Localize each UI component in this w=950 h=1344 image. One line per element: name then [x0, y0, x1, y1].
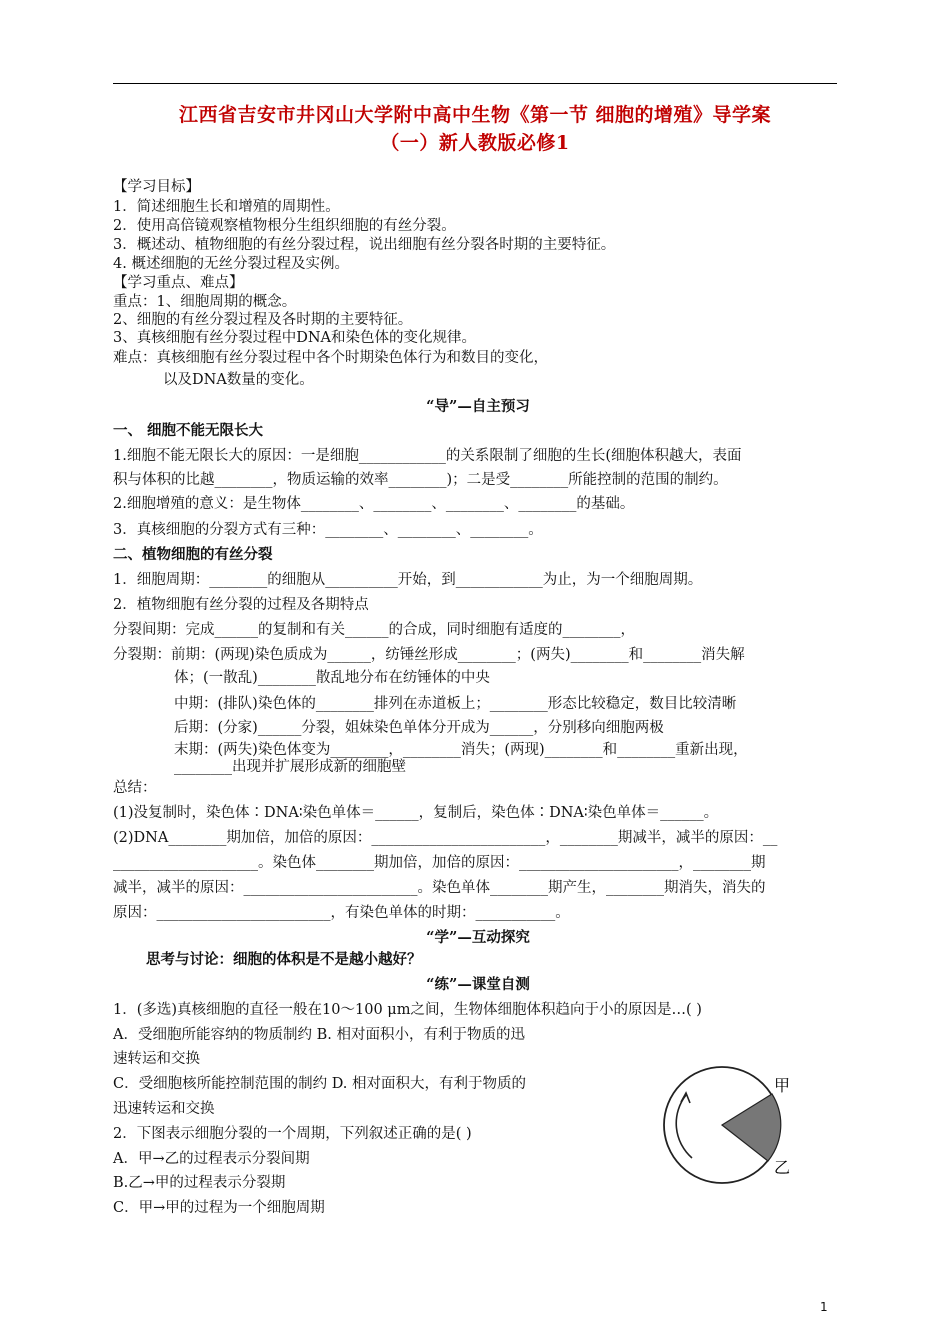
doc-title-line1: 江西省吉安市井冈山大学附中高中生物《第一节 细胞的增殖》导学案	[178, 104, 772, 126]
text-line: 积与体积的比越________，物质运输的效率________)；二是受________所能控制的范围的制约。	[113, 472, 728, 488]
text-line: 4. 概述细胞的无丝分裂过程及实例。	[113, 256, 349, 272]
text-line: 减半，减半的原因：________________________。染色单体________期产生，________期消失，消失的	[113, 880, 766, 896]
doc-title-line2: （一）新人教版必修1	[380, 132, 570, 154]
text-line: 1．细胞周期：________的细胞从__________开始，到____________为止，为一个细胞周期。	[113, 572, 703, 588]
option-line: 迅速转运和交换	[113, 1101, 215, 1117]
section-heading: “练”—课堂自测	[426, 976, 530, 993]
header-rule	[113, 83, 837, 84]
section-heading: 【学习重点、难点】	[113, 275, 244, 291]
section-heading: 【学习目标】	[113, 179, 200, 195]
text-line: 2．使用高倍镜观察植物根分生组织细胞的有丝分裂。	[113, 218, 456, 234]
label-yi: 乙	[774, 1158, 791, 1177]
text-line: 重点：1、细胞周期的概念。	[113, 294, 297, 310]
question-2: 2．下图表示细胞分裂的一个周期，下列叙述正确的是( )	[113, 1126, 472, 1142]
text-line: 3．真核细胞的分裂方式有三种：________、________、________。	[113, 522, 543, 538]
text-line: 总结：	[113, 780, 157, 796]
label-jia: 甲	[774, 1076, 791, 1095]
question-1: 1．(多选)真核细胞的直径一般在10～100 μm之间，生物体细胞体积趋向于小的原因是…( )	[113, 1002, 702, 1018]
text-line: ________出现并扩展形成新的细胞壁	[174, 759, 406, 775]
option-line: A．受细胞所能容纳的物质制约 B. 相对面积小，有利于物质的迅	[113, 1027, 525, 1043]
text-line: 以及DNA数量的变化。	[163, 372, 314, 388]
text-line: 1.细胞不能无限长大的原因：一是细胞____________的关系限制了细胞的生长(细胞体积越大，表面	[113, 448, 742, 464]
text-line: (2)DNA________期加倍，加倍的原因：________________________，________期减半，减半的原因：__	[113, 830, 778, 846]
text-line: 分裂期：前期：(两现)染色质成为______，纺锤丝形成________；(两失)________和________消失解	[113, 647, 745, 663]
text-line: 原因：________________________，有染色单体的时期：___________。	[113, 905, 570, 921]
option-line: A．甲→乙的过程表示分裂间期	[113, 1151, 310, 1167]
section-heading: 一、 细胞不能无限长大	[113, 422, 264, 439]
text-line: 2．植物细胞有丝分裂的过程及各期特点	[113, 597, 369, 613]
text-line: 2、细胞的有丝分裂过程及各时期的主要特征。	[113, 312, 413, 328]
text-line: 分裂间期：完成______的复制和有关______的合成，同时细胞有适度的________，	[113, 622, 635, 638]
text-line: 3．概述动、植物细胞的有丝分裂过程，说出细胞有丝分裂各时期的主要特征。	[113, 237, 616, 253]
text-line: 1．简述细胞生长和增殖的周期性。	[113, 199, 340, 215]
section-heading: 二、植物细胞的有丝分裂	[113, 546, 273, 563]
page-number: 1	[820, 1300, 828, 1314]
option-line: 速转运和交换	[113, 1051, 200, 1067]
discussion-question: 思考与讨论：细胞的体积是不是越小越好？	[146, 951, 422, 968]
option-line: B.乙→甲的过程表示分裂期	[113, 1175, 286, 1191]
text-line: (1)没复制时，染色体∶DNA∶染色单体＝______，复制后，染色体∶DNA∶染色单体＝______。	[113, 805, 719, 821]
text-line: 后期：(分家)______分裂，姐妹染色单体分开成为______，分别移向细胞两极	[174, 720, 664, 736]
text-line: 中期：(排队)染色体的________排列在赤道板上；________形态比较稳定，数目比较清晰	[174, 696, 737, 712]
text-line: 末期：(两失)染色体变为________，________消失；(两现)________和________重新出现，	[174, 742, 748, 758]
text-line: 难点：真核细胞有丝分裂过程中各个时期染色体行为和数目的变化，	[113, 350, 548, 366]
option-line: C．受细胞核所能控制范围的制约 D. 相对面积大，有利于物质的	[113, 1076, 527, 1092]
option-line: C．甲→甲的过程为一个细胞周期	[113, 1200, 325, 1216]
text-line: 2.细胞增殖的意义：是生物体________、________、________、________的基础。	[113, 496, 635, 512]
section-heading: “学”—互动探究	[426, 929, 530, 946]
text-line: ____________________。染色体________期加倍，加倍的原因：______________________，________期	[113, 855, 766, 871]
cell-cycle-diagram	[650, 1055, 810, 1195]
text-line: 3、真核细胞有丝分裂过程中DNA和染色体的变化规律。	[113, 330, 477, 346]
text-line: 体；(一散乱)________散乱地分布在纺锤体的中央	[174, 670, 490, 686]
section-heading: “导”—自主预习	[426, 398, 530, 415]
